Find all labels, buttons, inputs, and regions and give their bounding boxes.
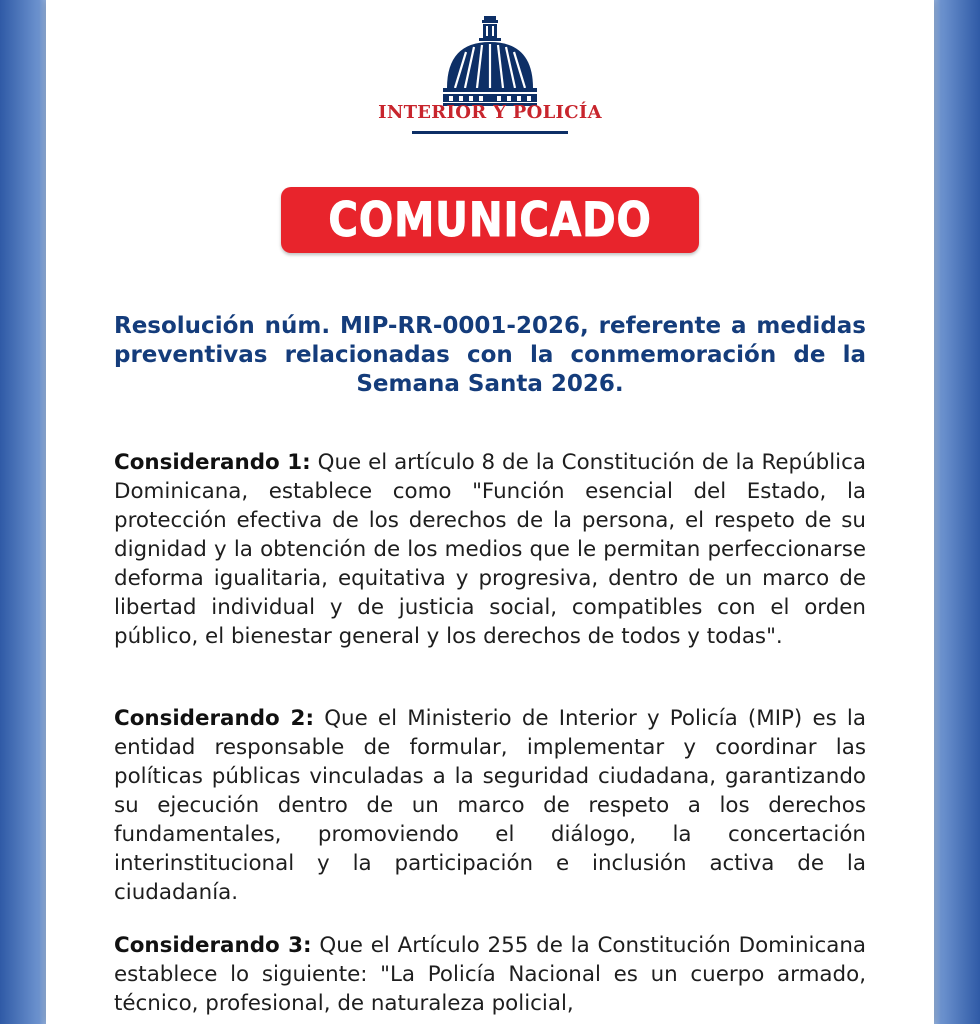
institution-name: INTERIOR Y POLICÍA xyxy=(378,102,602,123)
considerando-paragraph xyxy=(114,704,866,907)
document-page xyxy=(46,0,934,1024)
resolution-title: Resolución núm. MIP-RR-0001-2026, referente a medidas preventivas relacionadas con la conmemoración de la Semana Santa 2026. xyxy=(114,313,866,397)
considerando-paragraph xyxy=(114,931,866,1018)
badge-label: COMUNICADO xyxy=(328,192,652,248)
considerando-paragraph xyxy=(114,448,866,651)
considerando-text: Que el Artículo 255 de la Constitución Dominicana establece lo siguiente: "La Policía Nacional es un cuerpo armado, técnico, profesional, de naturaleza policial, xyxy=(114,933,866,1016)
considerando-text: Que el artículo 8 de la Constitución de la República Dominicana, establece como "Función esencial del Estado, la protección efectiva de los derechos de la persona, el respeto de su dignidad y la obtención de los medios que le permitan perfeccionarse deforma igualitaria, equitativa y progresiva, dentro de un marco de libertad individual y de justicia social, compatibles con el orden público, el bienestar general y los derechos de todos y todas". xyxy=(114,450,866,649)
considerando-label: Considerando 3: xyxy=(114,933,312,958)
ministry-logo xyxy=(46,14,934,110)
logo-underline xyxy=(412,131,568,134)
comunicado-badge xyxy=(281,187,699,253)
considerando-label: Considerando 2: xyxy=(114,706,314,731)
considerando-label: Considerando 1: xyxy=(114,450,311,475)
dome-building-icon xyxy=(435,14,545,110)
considerando-text: Que el Ministerio de Interior y Policía (MIP) es la entidad responsable de formular, implementar y coordinar las políticas públicas vinculadas a la seguridad ciudadana, garantizando su ejecución dentro de un marco de respeto a los derechos fundamentales, promoviendo el diálogo, la concertación interinstitucional y la participación e inclusión activa de la ciudadanía. xyxy=(114,706,866,905)
